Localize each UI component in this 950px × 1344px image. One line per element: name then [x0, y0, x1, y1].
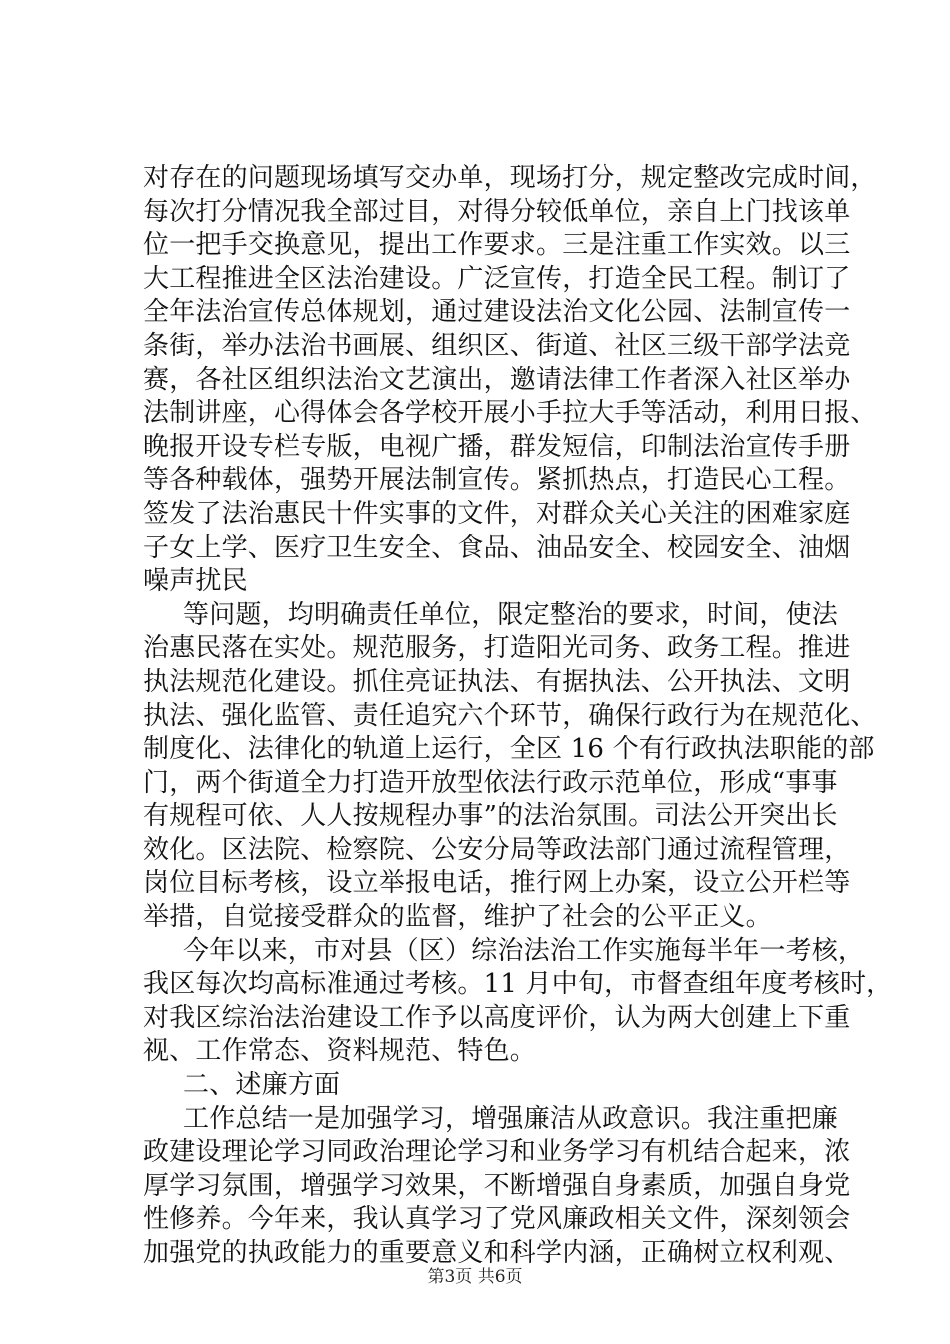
text-line: 赛，各社区组织法治文艺演出，邀请法律工作者深入社区举办	[143, 364, 851, 395]
text-line: 加强党的执政能力的重要意义和科学内涵，正确树立权利观、	[143, 1238, 851, 1268]
text-line: 岗位目标考核，设立举报电话，推行网上办案，设立公开栏等	[143, 868, 851, 899]
text-line: 性修养。今年来，我认真学习了党风廉政相关文件，深刻领会	[143, 1204, 851, 1235]
text-line: 政建设理论学习同政治理论学习和业务学习有机结合起来，浓	[143, 1137, 851, 1168]
text-line: 厚学习氛围，增强学习效果，不断增强自身素质，加强自身党	[143, 1170, 851, 1201]
text-line: 效化。区法院、检察院、公安分局等政法部门通过流程管理，	[143, 834, 851, 865]
text-line: 制度化、法律化的轨道上运行，全区 16 个有行政执法职能的部	[143, 734, 875, 765]
text-line-indented: 工作总结一是加强学习，增强廉洁从政意识。我注重把廉	[183, 1103, 839, 1134]
text-line: 执法、强化监管、责任追究六个环节，确保行政行为在规范化、	[143, 700, 877, 731]
text-line: 全年法治宣传总体规划，通过建设法治文化公园、法制宣传一	[143, 297, 851, 328]
text-line: 执法规范化建设。抓住亮证执法、有据执法、公开执法、文明	[143, 666, 851, 697]
text-line: 子女上学、医疗卫生安全、食品、油品安全、校园安全、油烟	[143, 532, 851, 563]
page-footer: 第3页 共6页	[427, 1267, 523, 1287]
text-line-indented: 今年以来，市对县（区）综治法治工作实施每半年一考核，	[183, 935, 865, 966]
text-line: 对我区综治法治建设工作予以高度评价，认为两大创建上下重	[143, 1002, 851, 1033]
text-line: 视、工作常态、资料规范、特色。	[143, 1036, 537, 1067]
text-line: 位一把手交换意见，提出工作要求。三是注重工作实效。以三	[143, 230, 851, 261]
text-line: 门，两个街道全力打造开放型依法行政示范单位，形成“事事	[143, 767, 838, 798]
text-line: 对存在的问题现场填写交办单，现场打分，规定整改完成时间，	[143, 163, 877, 193]
text-line: 大工程推进全区法治建设。广泛宣传，打造全民工程。制订了	[143, 263, 851, 294]
text-line: 每次打分情况我全部过目，对得分较低单位，亲自上门找该单	[143, 196, 851, 227]
text-line: 我区每次均高标准通过考核。11 月中旬，市督查组年度考核时，	[143, 969, 893, 1000]
text-line: 噪声扰民	[143, 566, 248, 597]
text-line: 条街，举办法治书画展、组织区、街道、社区三级干部学法竞	[143, 330, 851, 361]
text-line: 举措，自觉接受群众的监督，维护了社会的公平正义。	[143, 902, 772, 933]
text-line: 有规程可依、人人按规程办事”的法治氛围。司法公开突出长	[143, 801, 838, 832]
text-line-indented: 等问题，均明确责任单位，限定整治的要求，时间，使法	[183, 599, 839, 630]
text-line: 等各种载体，强势开展法制宣传。紧抓热点，打造民心工程。	[143, 465, 851, 496]
text-line: 签发了法治惠民十件实事的文件，对群众关心关注的困难家庭	[143, 498, 851, 529]
section-heading: 二、述廉方面	[183, 1070, 341, 1101]
document-body	[143, 162, 893, 1271]
text-line: 晚报开设专栏专版，电视广播，群发短信，印制法治宣传手册	[143, 431, 851, 462]
text-line: 法制讲座，心得体会各学校开展小手拉大手等活动，利用日报、	[143, 398, 877, 429]
text-line: 治惠民落在实处。规范服务，打造阳光司务、政务工程。推进	[143, 633, 851, 664]
